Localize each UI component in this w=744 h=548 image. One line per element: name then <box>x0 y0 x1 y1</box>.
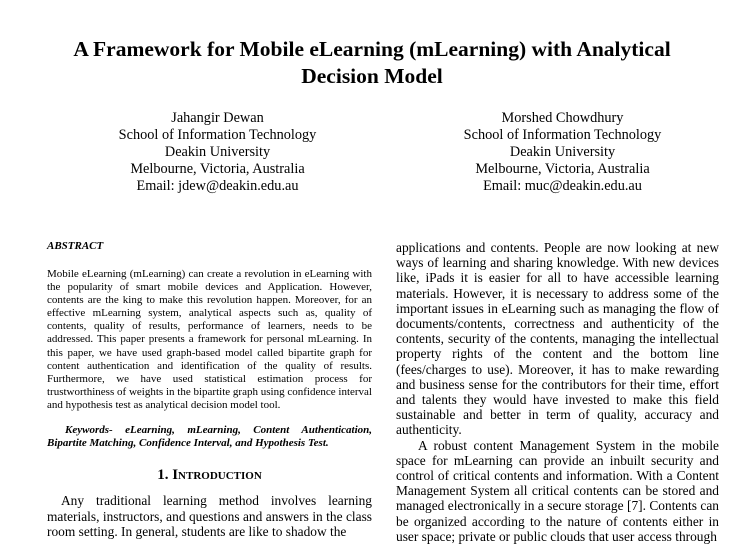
author-block-right <box>420 110 705 195</box>
author-location: Melbourne, Victoria, Australia <box>475 161 650 177</box>
author-university: Deakin University <box>509 144 616 160</box>
section-heading-introduction: 1. Introduction <box>157 467 262 484</box>
author-school: School of Information Technology <box>118 127 317 143</box>
paper-title: A Framework for Mobile eLearning (mLearning) with Analytical Decision Model <box>73 37 671 88</box>
author-block-left <box>75 110 360 195</box>
author-university: Deakin University <box>164 144 271 160</box>
introduction-text: Any traditional learning method involves learning materials, instructors, and questions and answers in the class room setting. In general, students are like to shadow the <box>47 493 372 540</box>
abstract-heading: ABSTRACT <box>47 240 104 252</box>
author-email: Email: jdew@deakin.edu.au <box>136 178 299 194</box>
author-location: Melbourne, Victoria, Australia <box>130 161 305 177</box>
author-name: Jahangir Dewan <box>171 110 264 126</box>
body-paragraph: A robust content Management System in the mobile space for mLearning can provide an inbuilt security and control of critical contents and information. With a Content Management System all critical contents can be stored and managed electronically in a secure storage [7]. Contents can be organized according to the nature of contents either in user space; private or public clouds that user access through <box>396 437 719 544</box>
keywords: Keywords- eLearning, mLearning, Content Authentication, Bipartite Matching, Confidence Interval, and Hypothesis Test. <box>47 424 372 450</box>
left-column <box>47 240 372 540</box>
body-paragraph: applications and contents. People are now looking at new ways of learning and sharing knowledge. With new devices like, iPads it is easier for all to have accessible learning materials. However, it is necessary to address some of the important issues in eLearning such as managing the flow of documents/contents, correctness and authenticity of the contents, security of the contents, managing the intellectual property rights of the content and the bottom line (fees/charges to use). Moreover, it has to make rewarding and business sense for the contributors for their time, effort and talents they would have invested to make this field sustainable and better in term of quality, accuracy and authenticity. <box>396 240 719 438</box>
author-name: Morshed Chowdhury <box>501 110 624 126</box>
abstract-text: Mobile eLearning (mLearning) can create a revolution in eLearning with the popularity of smart mobile devices and Application. However, contents are the king to make this revolution happen. Moreover, for an effective mLearning system, analytical aspects such as, quality of contents, quality of results, performance of learners, needs to be addressed. This paper presents a framework for personal mLearning. In this paper, we have used graph-based model called bipartite graph for content authentication and identification of the quality of results. Furthermore, we have used statistical estimation process for trustworthiness of weights in the bipartite graph using confidence interval and hypothesis test as analytical decision model tool. <box>47 268 372 411</box>
author-school: School of Information Technology <box>463 127 662 143</box>
right-column <box>396 240 719 544</box>
author-email: Email: muc@deakin.edu.au <box>483 178 642 194</box>
